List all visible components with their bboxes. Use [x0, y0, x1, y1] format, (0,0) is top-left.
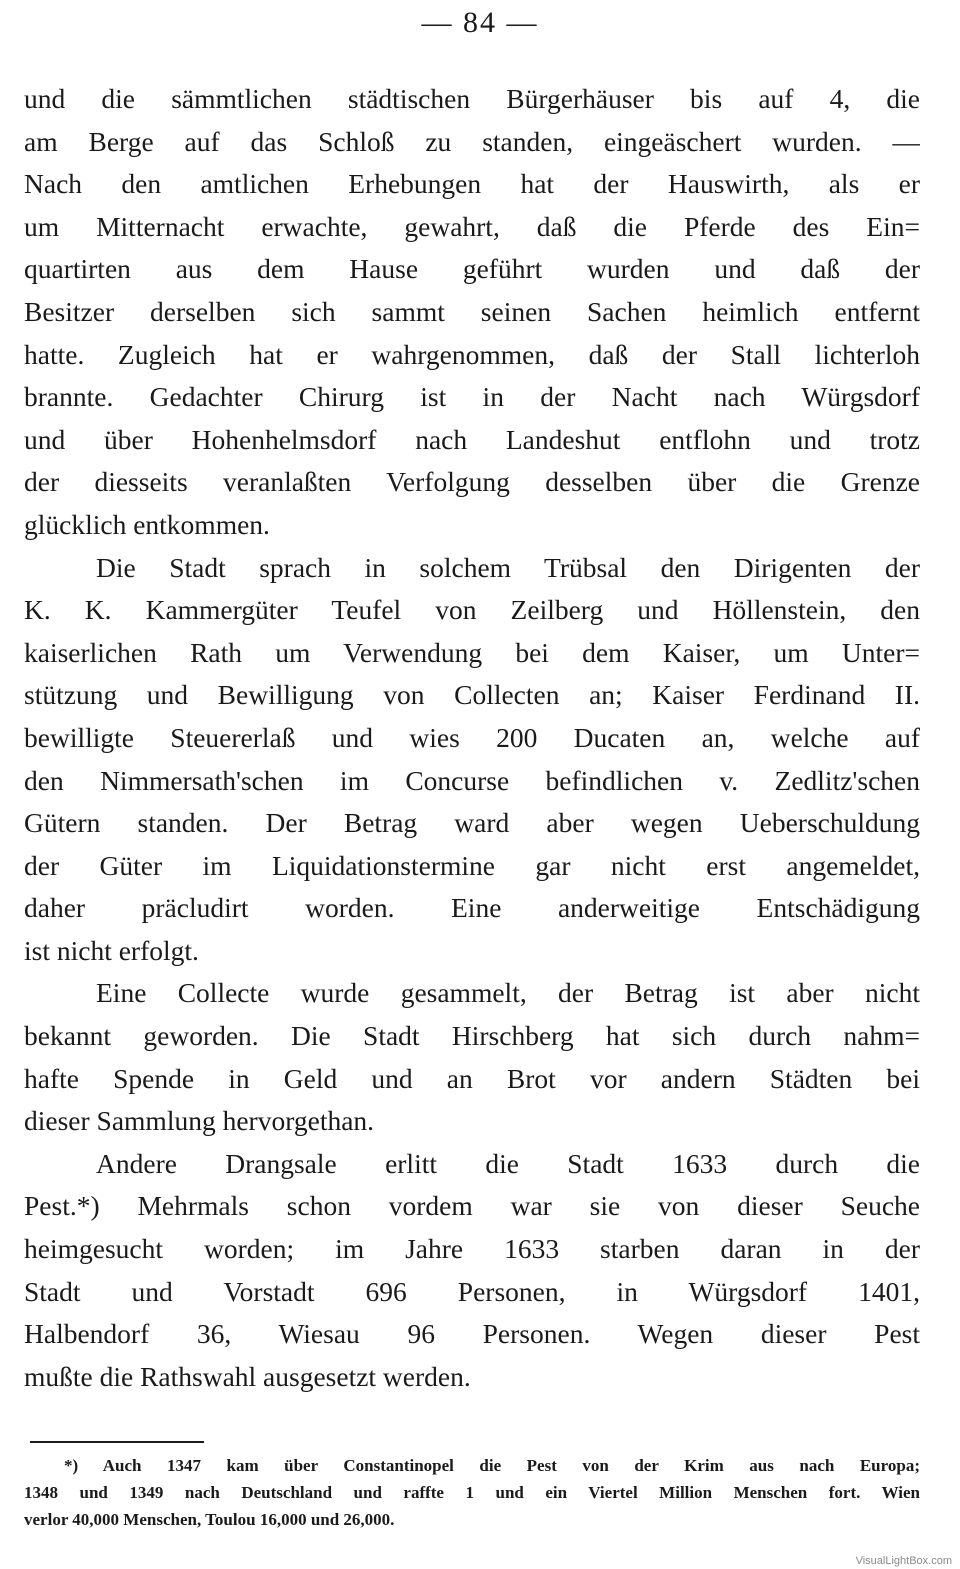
footnote-line: verlor 40,000 Menschen, Toulou 16,000 und 26,000. [24, 1510, 395, 1529]
footnote [24, 1452, 920, 1533]
text-line: quartirten aus dem Hause geführt wurden und daß der [24, 253, 920, 285]
text-line: Andere Drangsale erlitt die Stadt 1633 durch die [96, 1147, 920, 1179]
text-line: hafte Spende in Geld und an Brot vor andern Städten bei [24, 1062, 920, 1094]
text-line: mußte die Rathswahl ausgesetzt werden. [24, 1360, 471, 1392]
text-line: bewilligte Steuererlaß und wies 200 Ducaten an, welche auf [24, 721, 920, 753]
text-line: und über Hohenhelmsdorf nach Landeshut entflohn und trotz [24, 423, 920, 455]
text-line: K. K. Kammergüter Teufel von Zeilberg und Höllenstein, den [24, 594, 920, 626]
watermark: VisualLightBox.com [855, 1555, 952, 1567]
footnote-line: 1348 und 1349 nach Deutschland und raffte 1 und ein Viertel Million Menschen fort. Wien [24, 1483, 920, 1502]
text-line: der diesseits veranlaßten Verfolgung desselben über die Grenze [24, 466, 920, 498]
text-line: Nach den amtlichen Erhebungen hat der Hauswirth, als er [24, 168, 920, 200]
text-line: Besitzer derselben sich sammt seinen Sachen heimlich entfernt [24, 295, 920, 327]
footnote-divider [30, 1441, 204, 1443]
text-line: bekannt geworden. Die Stadt Hirschberg hat sich durch nahm= [24, 1020, 920, 1052]
text-line: kaiserlichen Rath um Verwendung bei dem Kaiser, um Unter= [24, 636, 920, 668]
text-line: brannte. Gedachter Chirurg ist in der Nacht nach Würgsdorf [24, 381, 920, 413]
text-line: dieser Sammlung hervorgethan. [24, 1105, 375, 1137]
text-line: Gütern standen. Der Betrag ward aber wegen Ueberschuldung [24, 807, 920, 839]
text-line: Die Stadt sprach in solchem Trübsal den Dirigenten der [96, 551, 920, 583]
footnote-line: *) Auch 1347 kam über Constantinopel die Pest von der Krim aus nach Europa; [64, 1456, 920, 1475]
text-line: heimgesucht worden; im Jahre 1633 starben daran in der [24, 1233, 920, 1265]
text-line: Pest.*) Mehrmals schon vordem war sie von dieser Seuche [24, 1190, 920, 1222]
text-line: glücklich entkommen. [24, 508, 270, 540]
body-text [24, 78, 920, 1398]
text-line: um Mitternacht erwachte, gewahrt, daß die Pferde des Ein= [24, 210, 920, 242]
text-line: daher präcludirt worden. Eine anderweitige Entschädigung [24, 892, 920, 924]
page-number: — 84 — [421, 6, 539, 39]
text-line: der Güter im Liquidationstermine gar nicht erst angemeldet, [24, 849, 920, 881]
text-line: hatte. Zugleich hat er wahrgenommen, daß der Stall lichterloh [24, 338, 920, 370]
text-line: Eine Collecte wurde gesammelt, der Betrag ist aber nicht [96, 977, 920, 1009]
text-line: und die sämmtlichen städtischen Bürgerhäuser bis auf 4, die [24, 83, 920, 114]
text-line: ist nicht erfolgt. [24, 934, 199, 966]
text-line: am Berge auf das Schloß zu standen, eingeäschert wurden. — [24, 125, 920, 157]
text-line: Stadt und Vorstadt 696 Personen, in Würgsdorf 1401, [24, 1275, 920, 1307]
text-line: den Nimmersath'schen im Concurse befindlichen v. Zedlitz'schen [24, 764, 920, 796]
text-line: stützung und Bewilligung von Collecten an; Kaiser Ferdinand II. [24, 679, 920, 711]
text-line: Halbendorf 36, Wiesau 96 Personen. Wegen dieser Pest [24, 1318, 920, 1350]
